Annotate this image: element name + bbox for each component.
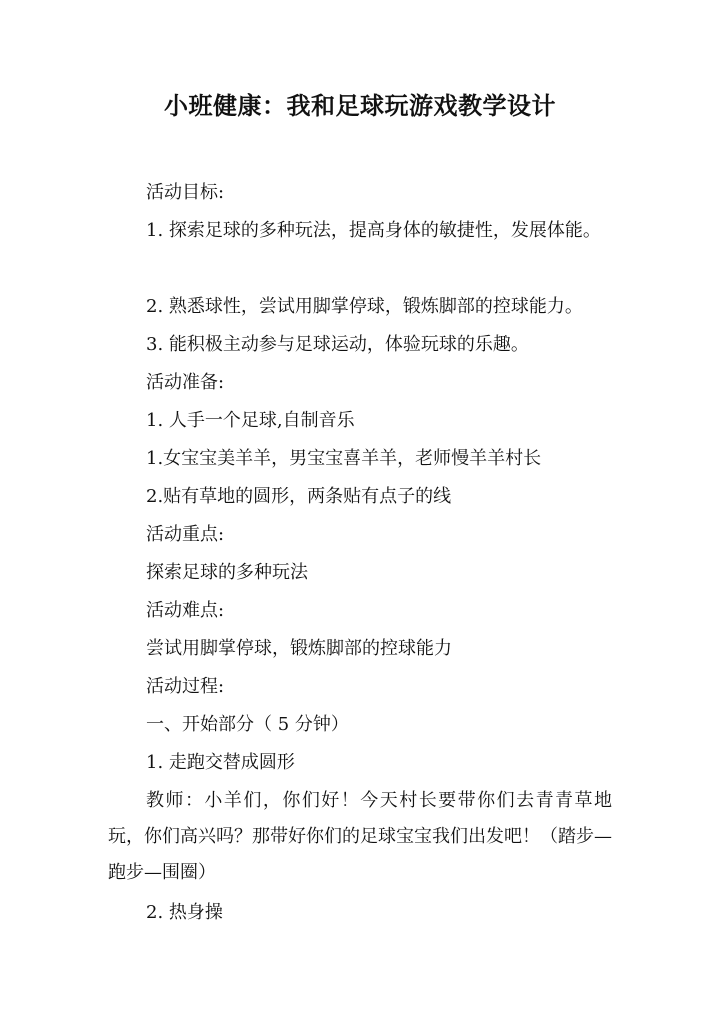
paragraph-process-step-1: 1. 走跑交替成圆形 [146,752,295,773]
paragraph-process-part-1: 一、开始部分（ 5 分钟） [146,714,349,735]
section-heading-difficulty: 活动难点: [146,600,225,621]
section-heading-objectives: 活动目标: [146,182,225,203]
section-heading-key-point: 活动重点: [146,524,225,545]
paragraph-key-point: 探索足球的多种玩法 [146,562,308,583]
paragraph-teacher-dialogue: 教师：小羊们，你们好！今天村长要带你们去青青草地玩，你们高兴吗？那带好你们的足球宝宝我们出发吧！（踏步—跑步—围圈） [108,790,612,883]
document-title: 小班健康：我和足球玩游戏教学设计 [164,92,556,120]
paragraph-objective-3: 3. 能积极主动参与足球运动，体验玩球的乐趣。 [146,334,529,355]
paragraph-difficulty: 尝试用脚掌停球，锻炼脚部的控球能力 [146,638,452,659]
section-heading-process: 活动过程: [146,676,225,697]
paragraph-preparation-1: 1. 人手一个足球,自制音乐 [146,410,355,431]
paragraph-preparation-2: 1.女宝宝美羊羊，男宝宝喜羊羊，老师慢羊羊村长 [146,448,542,469]
paragraph-preparation-3: 2.贴有草地的圆形，两条贴有点子的线 [146,486,452,507]
paragraph-objective-1: 1. 探索足球的多种玩法，提高身体的敏捷性，发展体能。 [146,220,601,241]
section-heading-preparation: 活动准备: [146,372,225,393]
paragraph-process-step-2: 2. 热身操 [146,902,223,923]
paragraph-objective-2: 2. 熟悉球性，尝试用脚掌停球，锻炼脚部的控球能力。 [146,296,583,317]
